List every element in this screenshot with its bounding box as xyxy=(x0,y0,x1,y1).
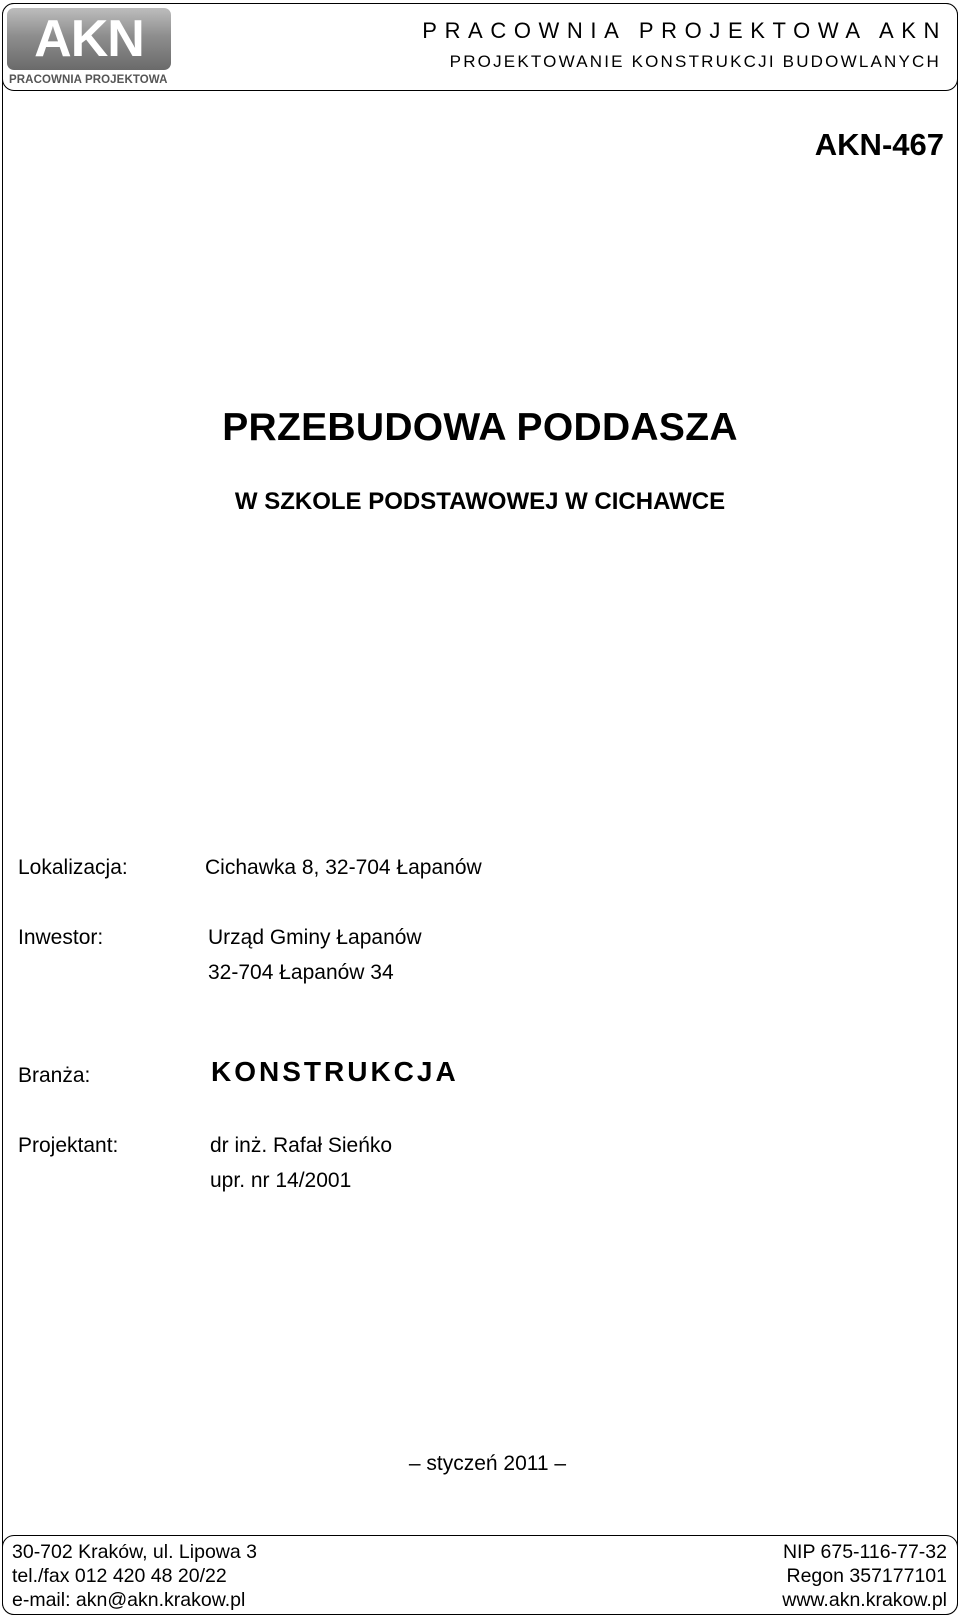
footer-address: 30-702 Kraków, ul. Lipowa 3 xyxy=(12,1541,257,1563)
investor-address: 32-704 Łapanów 34 xyxy=(208,961,394,984)
branch-label: Branża: xyxy=(18,1064,91,1087)
footer-nip: NIP 675-116-77-32 xyxy=(782,1541,947,1563)
document-number: AKN-467 xyxy=(814,127,944,162)
footer-email: e-mail: akn@akn.krakow.pl xyxy=(12,1589,246,1611)
footer-website: www.akn.krakow.pl xyxy=(782,1589,947,1611)
investor-name: Urząd Gminy Łapanów xyxy=(208,926,422,949)
footer-regon: Regon 357177101 xyxy=(786,1565,947,1587)
footer-phone: tel./fax 012 420 48 20/22 xyxy=(12,1565,227,1587)
designer-license: upr. nr 14/2001 xyxy=(210,1169,352,1192)
investor-label: Inwestor: xyxy=(18,926,104,949)
designer-label: Projektant: xyxy=(18,1134,119,1157)
document-date: – styczeń 2011 – xyxy=(408,1452,567,1475)
company-tagline: PROJEKTOWANIE KONSTRUKCJI BUDOWLANYCH xyxy=(449,52,941,71)
location-value: Cichawka 8, 32-704 Łapanów xyxy=(205,856,482,879)
location-label: Lokalizacja: xyxy=(18,856,128,879)
logo-subtext: PRACOWNIA PROJEKTOWA xyxy=(9,74,168,86)
footer-registration xyxy=(782,1540,947,1612)
page-frame xyxy=(2,3,958,1615)
branch-value: KONSTRUKCJA xyxy=(211,1056,459,1087)
footer-contact xyxy=(12,1540,257,1612)
footer xyxy=(2,1535,958,1615)
letterhead xyxy=(2,3,958,91)
logo-text: AKN xyxy=(34,10,144,68)
company-logo xyxy=(7,8,171,88)
company-name: PRACOWNIA PROJEKTOWA AKN xyxy=(422,18,947,43)
designer-name: dr inż. Rafał Sieńko xyxy=(210,1134,393,1157)
document-subtitle: W SZKOLE PODSTAWOWEJ W CICHAWCE xyxy=(234,488,726,515)
document-title: PRZEBUDOWA PODDASZA xyxy=(222,406,738,449)
